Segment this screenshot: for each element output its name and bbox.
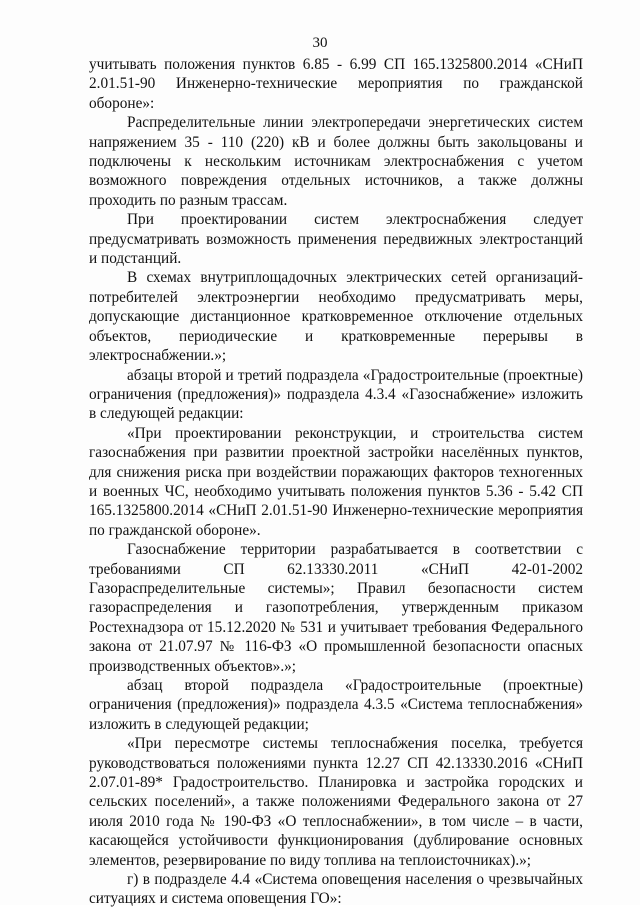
document-body: [89, 55, 583, 909]
paragraph: Распределительные линии электропередачи энергетических систем напряжением 35 - 110 (220) кВ и более должны быть закольцованы и подключены к нескольким источникам электроснабжения с учетом возможного повреждения отдельных источников, а также должны проходить по разным трассам.: [89, 114, 583, 209]
paragraph: «При пересмотре системы теплоснабжения поселка, требуется руководствоваться положениями пункта 12.27 СП 42.13330.2016 «СНиП 2.07.01-89* Градостроительство. Планировка и застройка городских и сельских поселений», а также положениями Федерального закона от 27 июля 2010 года № 190-ФЗ «О теплоснабжении», в том числе – в части, касающейся устойчивости функционирования (дублирование основных элементов, резервирование по виду топлива на теплоисточниках).»;: [89, 735, 583, 869]
paragraph: абзац второй подраздела «Градостроительные (проектные) ограничения (предложения)» подраздела 4.3.5 «Система теплоснабжения» изложить в следующей редакции;: [89, 677, 583, 733]
paragraph: При проектировании систем электроснабжения следует предусматривать возможность применения передвижных электростанций и подстанций.: [89, 211, 583, 268]
paragraph: учитывать положения пунктов 6.85 - 6.99 СП 165.1325800.2014 «СНиП 2.01.51-90 Инженерно-технические мероприятия по гражданской обороне»:: [89, 56, 583, 112]
page-number: 30: [312, 35, 328, 51]
paragraph: В схемах внутриплощадочных электрических сетей организаций-потребителей электроэнергии необходимо предусматривать меры, допускающие дистанционное кратковременное отключение отдельных объектов, периодические и кратковременные перерывы в электроснабжении.»;: [89, 269, 583, 365]
paragraph: Газоснабжение территории разрабатывается в соответствии с требованиями СП 62.13330.2011 «СНиП 42-01-2002 Газораспределительные системы»; Правил безопасности систем газораспределения и газопотребления, утвержденным приказом Ростехнадзора от 15.12.2020 № 531 и учитывает требования Федерального закона от 21.07.97 № 116-ФЗ «О промышленной безопасности опасных производственных объектов».»;: [89, 541, 583, 675]
paragraph: «При проектировании реконструкции, и строительства систем газоснабжения при развитии проектной застройки населённых пунктов, для снижения риска при воздействии поражающих факторов техногенных и военных ЧС, необходимо учитывать положения пунктов 5.36 - 5.42 СП 165.1325800.2014 «СНиП 2.01.51-90 Инженерно-технические мероприятия по гражданской обороне».: [89, 424, 583, 539]
paragraph: абзацы второй и третий подраздела «Градостроительные (проектные) ограничения (предложения)» подраздела 4.3.4 «Газоснабжение» изложить в следующей редакции:: [89, 366, 583, 423]
paragraph: г) в подразделе 4.4 «Система оповещения населения о чрезвычайных ситуациях и система оповещения ГО»:: [89, 871, 583, 908]
